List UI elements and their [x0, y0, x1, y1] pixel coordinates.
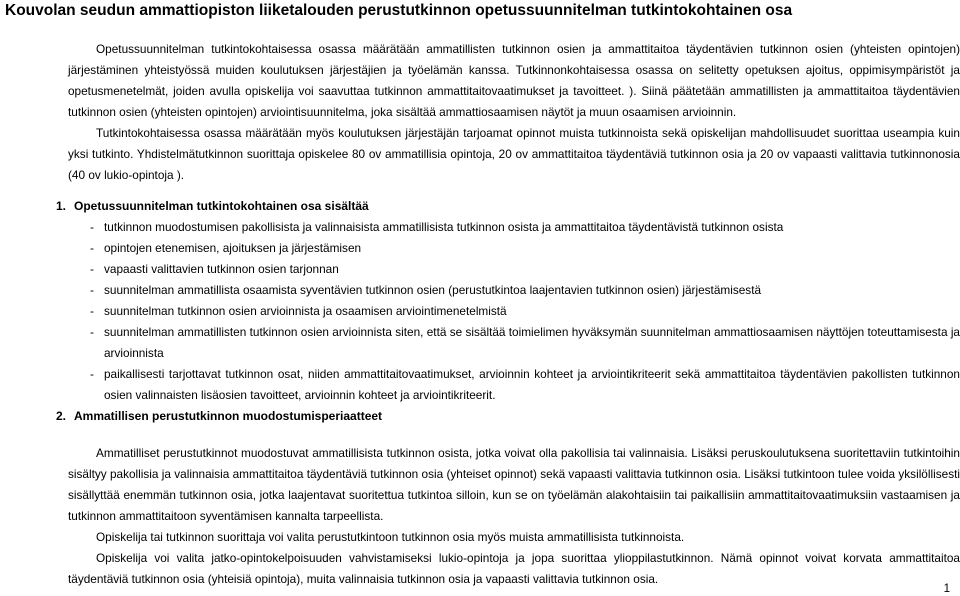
intro-paragraph-2: Tutkintokohtaisessa osassa määrätään myös koulutuksen järjestäjän tarjoamat opinnot muista tutkinnoista sekä opiskelijan mahdollisuudet suorittaa useampia kuin yksi tutkinto. Yhdistelmätutkinnon suorittaja opiskelee 80 ov ammatillisia opintoja, 20 ov ammattitaitoa täydentäviä tutkinnon osia ja 20 ov vapaasti valittavia tutkinnonosia (40 ov lukio-opintoja ). [68, 126, 960, 182]
list-item: - paikallisesti tarjottavat tutkinnon osat, niiden ammattitaitovaatimukset, arvioinnin kohteet ja arviointikriteerit sekä ammattitaitoa täydentävien pakollisten tutkinnon osien valinnaisten lisäosien tavoitteet, arvioinnin kohteet ja arviointikriteerit. [90, 367, 960, 402]
list-item: - opintojen etenemisen, ajoituksen ja järjestämisen [90, 241, 362, 255]
section-1-heading [56, 196, 369, 217]
section-2-heading [56, 406, 382, 427]
page-title: Kouvolan seudun ammattiopiston liiketalouden perustutkinnon opetussuunnitelman tutkintokohtainen osa [5, 2, 793, 19]
section-2-number: 2. [56, 409, 67, 423]
list-item: - tutkinnon muodostumisen pakollisista ja valinnaisista ammatillisista tutkinnon osista ja ammattitaitoa täydentävistä tutkinnon osista [90, 220, 784, 234]
section-1-title: Opetussuunnitelman tutkintokohtainen osa sisältää [74, 199, 369, 213]
section-1-number: 1. [56, 199, 67, 213]
list-item: - suunnitelman tutkinnon osien arvioinnista ja osaamisen arviointimenetelmistä [90, 304, 507, 318]
page-number: 1 [943, 583, 950, 595]
list-item: - suunnitelman ammatillisten tutkinnon osien arvioinnista siten, että se sisältää toimielimen hyväksymän suunnitelman ammattiosaamisen näyttöjen toteuttamisesta ja arvioinnista [90, 325, 960, 360]
list-item: - suunnitelman ammatillista osaamista syventävien tutkinnon osien (perustutkintoa laajentavien tutkinnon osien) järjestämisestä [90, 283, 762, 297]
section-2-paragraph-3: Opiskelija voi valita jatko-opintokelpoisuuden vahvistamiseksi lukio-opintoja ja jopa suorittaa ylioppilastutkinnon. Nämä opinnot voivat korvata ammattitaitoa täydentäviä tutkinnon osia (yhteisiä opintoja), muita valinnaisia tutkinnon osia ja vapaasti valittavia tutkinnon osia. [68, 551, 960, 586]
intro-paragraph-1: Opetussuunnitelman tutkintokohtaisessa osassa määrätään ammatillisten tutkinnon osien ja ammattitaitoa täydentävien tutkinnon osien (yhteisten opintojen) järjestäminen yhteistyössä muiden koulutuksen järjestäjien ja työelämän kanssa. Tutkinnonkohtaisessa osassa on selitetty opetuksen ajoitus, oppimisympäristöt ja opetusmenetelmät, joiden avulla opiskelija voi saavuttaa tutkinnon ammattitaitovaatimukset ja tavoitteet. ). Siinä päätetään ammatillisten ja ammattitaitoa täydentävien tutkinnon osien (yhteisten opintojen) arviointisuunnitelma, joka sisältää ammattiosaamisen näytöt ja muun osaamisen arvioinnin. [68, 42, 960, 119]
section-2-paragraph-2: Opiskelija tai tutkinnon suorittaja voi valita perustutkintoon tutkinnon osia myös muista ammatillisista tutkinnoista. [96, 530, 685, 544]
section-2-title: Ammatillisen perustutkinnon muodostumisperiaatteet [74, 409, 383, 423]
list-item: - vapaasti valittavien tutkinnon osien tarjonnan [90, 262, 339, 276]
section-1-list [90, 217, 960, 406]
section-2-paragraph-1: Ammatilliset perustutkinnot muodostuvat ammatillisista tutkinnon osista, jotka voivat olla pakollisia tai valinnaisia. Lisäksi peruskoulutuksena suoritettaviin tutkintoihin sisältyy pakollisia ja valinnaisia ammattitaitoa täydentäviä tutkinnon osia (yhteiset opinnot) sekä vapaasti valittavia tutkinnon osia. Lisäksi tutkintoon tulee voida yksilöllisesti sisällyttää enemmän tutkinnon osia, jotka laajentavat suoritettua tutkintoa silloin, kun se on työelämän alakohtaisiin tai paikallisiin ammattitaitovaatimuksiin vastaamisen ja tutkinnon ammattitaitoon syventämisen kannalta tarpeellista. [68, 446, 960, 523]
